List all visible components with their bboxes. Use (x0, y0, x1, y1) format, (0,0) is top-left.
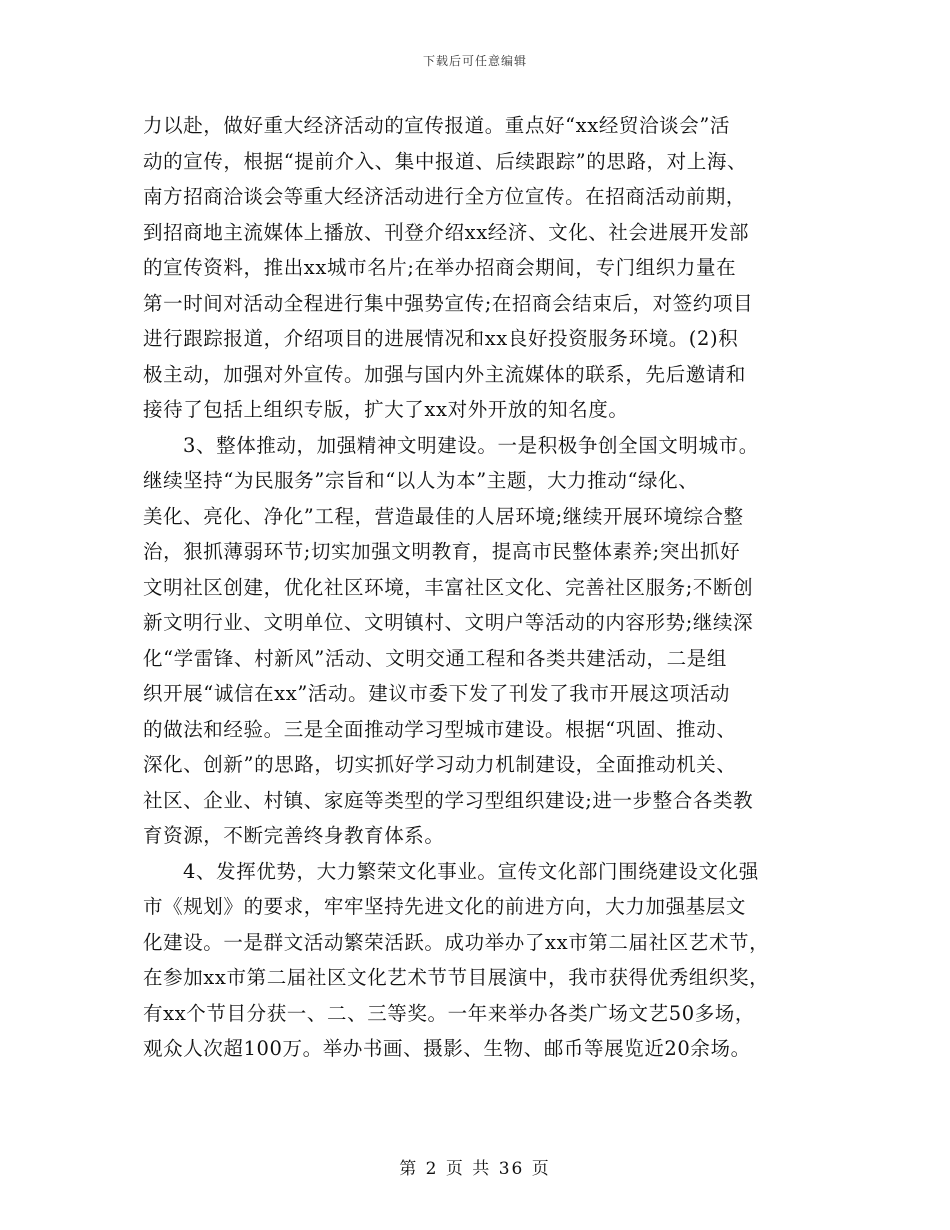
document-body (143, 108, 807, 1067)
text-line: 第一时间对活动全程进行集中强势宣传;在招商会结束后，对签约项目 (143, 291, 754, 315)
text-line: 化“学雷锋、村新风”活动、文明交通工程和各类共建活动，二是组 (143, 646, 727, 670)
page-header-note: 下载后可任意编辑 (422, 54, 527, 68)
text-line: 的宣传资料，推出xx城市名片;在举办招商会期间，专门组织力量在 (143, 256, 737, 279)
text-line: 新文明行业、文明单位、文明镇村、文明户等活动的内容形势;继续深 (143, 611, 754, 634)
text-line: 育资源，不断完善终身教育体系。 (143, 824, 445, 847)
text-line-indented: 4、发挥优势，大力繁荣文化事业。宣传文化部门围绕建设文化强 (183, 859, 759, 883)
text-line: 文明社区创建，优化社区环境，丰富社区文化、完善社区服务;不断创 (143, 575, 754, 599)
paragraph-3 (143, 854, 807, 1067)
text-line: 社区、企业、村镇、家庭等类型的学习型组织建设;进一步整合各类教 (143, 788, 754, 812)
paragraph-2 (143, 428, 807, 854)
paragraph-1 (143, 108, 807, 428)
text-line: 市《规划》的要求，牢牢坚持先进文化的前进方向，大力加强基层文 (143, 895, 747, 918)
text-line-indented: 3、整体推动，加强精神文明建设。一是积极争创全国文明城市。 (183, 433, 759, 457)
text-line: 深化、创新”的思路，切实抓好学习动力机制建设，全面推动机关、 (143, 753, 737, 776)
text-line: 有xx个节目分获一、二、三等奖。一年来举办各类广场文艺50多场， (143, 1001, 756, 1025)
text-line: 到招商地主流媒体上播放、刊登介绍xx经济、文化、社会进展开发部 (143, 220, 750, 244)
text-line: 化建设。一是群文活动繁荣活跃。成功举办了xx市第二届社区艺术节， (143, 930, 770, 954)
text-line: 接待了包括上组织专版，扩大了xx对外开放的知名度。 (143, 398, 629, 421)
text-line: 动的宣传，根据“提前介入、集中报道、后续跟踪”的思路，对上海、 (143, 149, 748, 173)
text-line: 南方招商洽谈会等重大经济活动进行全方位宣传。在招商活动前期， (143, 185, 747, 208)
page-number-footer: 第 2 页 共 36 页 (399, 1159, 551, 1179)
text-line: 在参加xx市第二届社区文化艺术节节目展演中，我市获得优秀组织奖， (143, 966, 770, 989)
text-line: 的做法和经验。三是全面推动学习型城市建设。根据“巩固、推动、 (143, 717, 737, 741)
text-line: 极主动，加强对外宣传。加强与国内外主流媒体的联系，先后邀请和 (143, 362, 747, 386)
text-line: 进行跟踪报道，介绍项目的进展情况和xx良好投资服务环境。(2)积 (143, 327, 739, 350)
text-line: 观众人次超100万。举办书画、摄影、生物、邮币等展览近20余场。 (143, 1037, 751, 1060)
text-line: 治，狠抓薄弱环节;切实加强文明教育，提高市民整体素养;突出抓好 (143, 540, 741, 563)
text-line: 力以赴，做好重大经济活动的宣传报道。重点好“xx经贸洽谈会”活 (143, 114, 731, 137)
text-line: 织开展“诚信在xx”活动。建议市委下发了刊发了我市开展这项活动 (143, 682, 731, 705)
text-line: 继续坚持“为民服务”宗旨和“以人为本”主题，大力推动“绿化、 (143, 469, 699, 492)
text-line: 美化、亮化、净化”工程，营造最佳的人居环境;继续开展环境综合整 (143, 504, 744, 528)
